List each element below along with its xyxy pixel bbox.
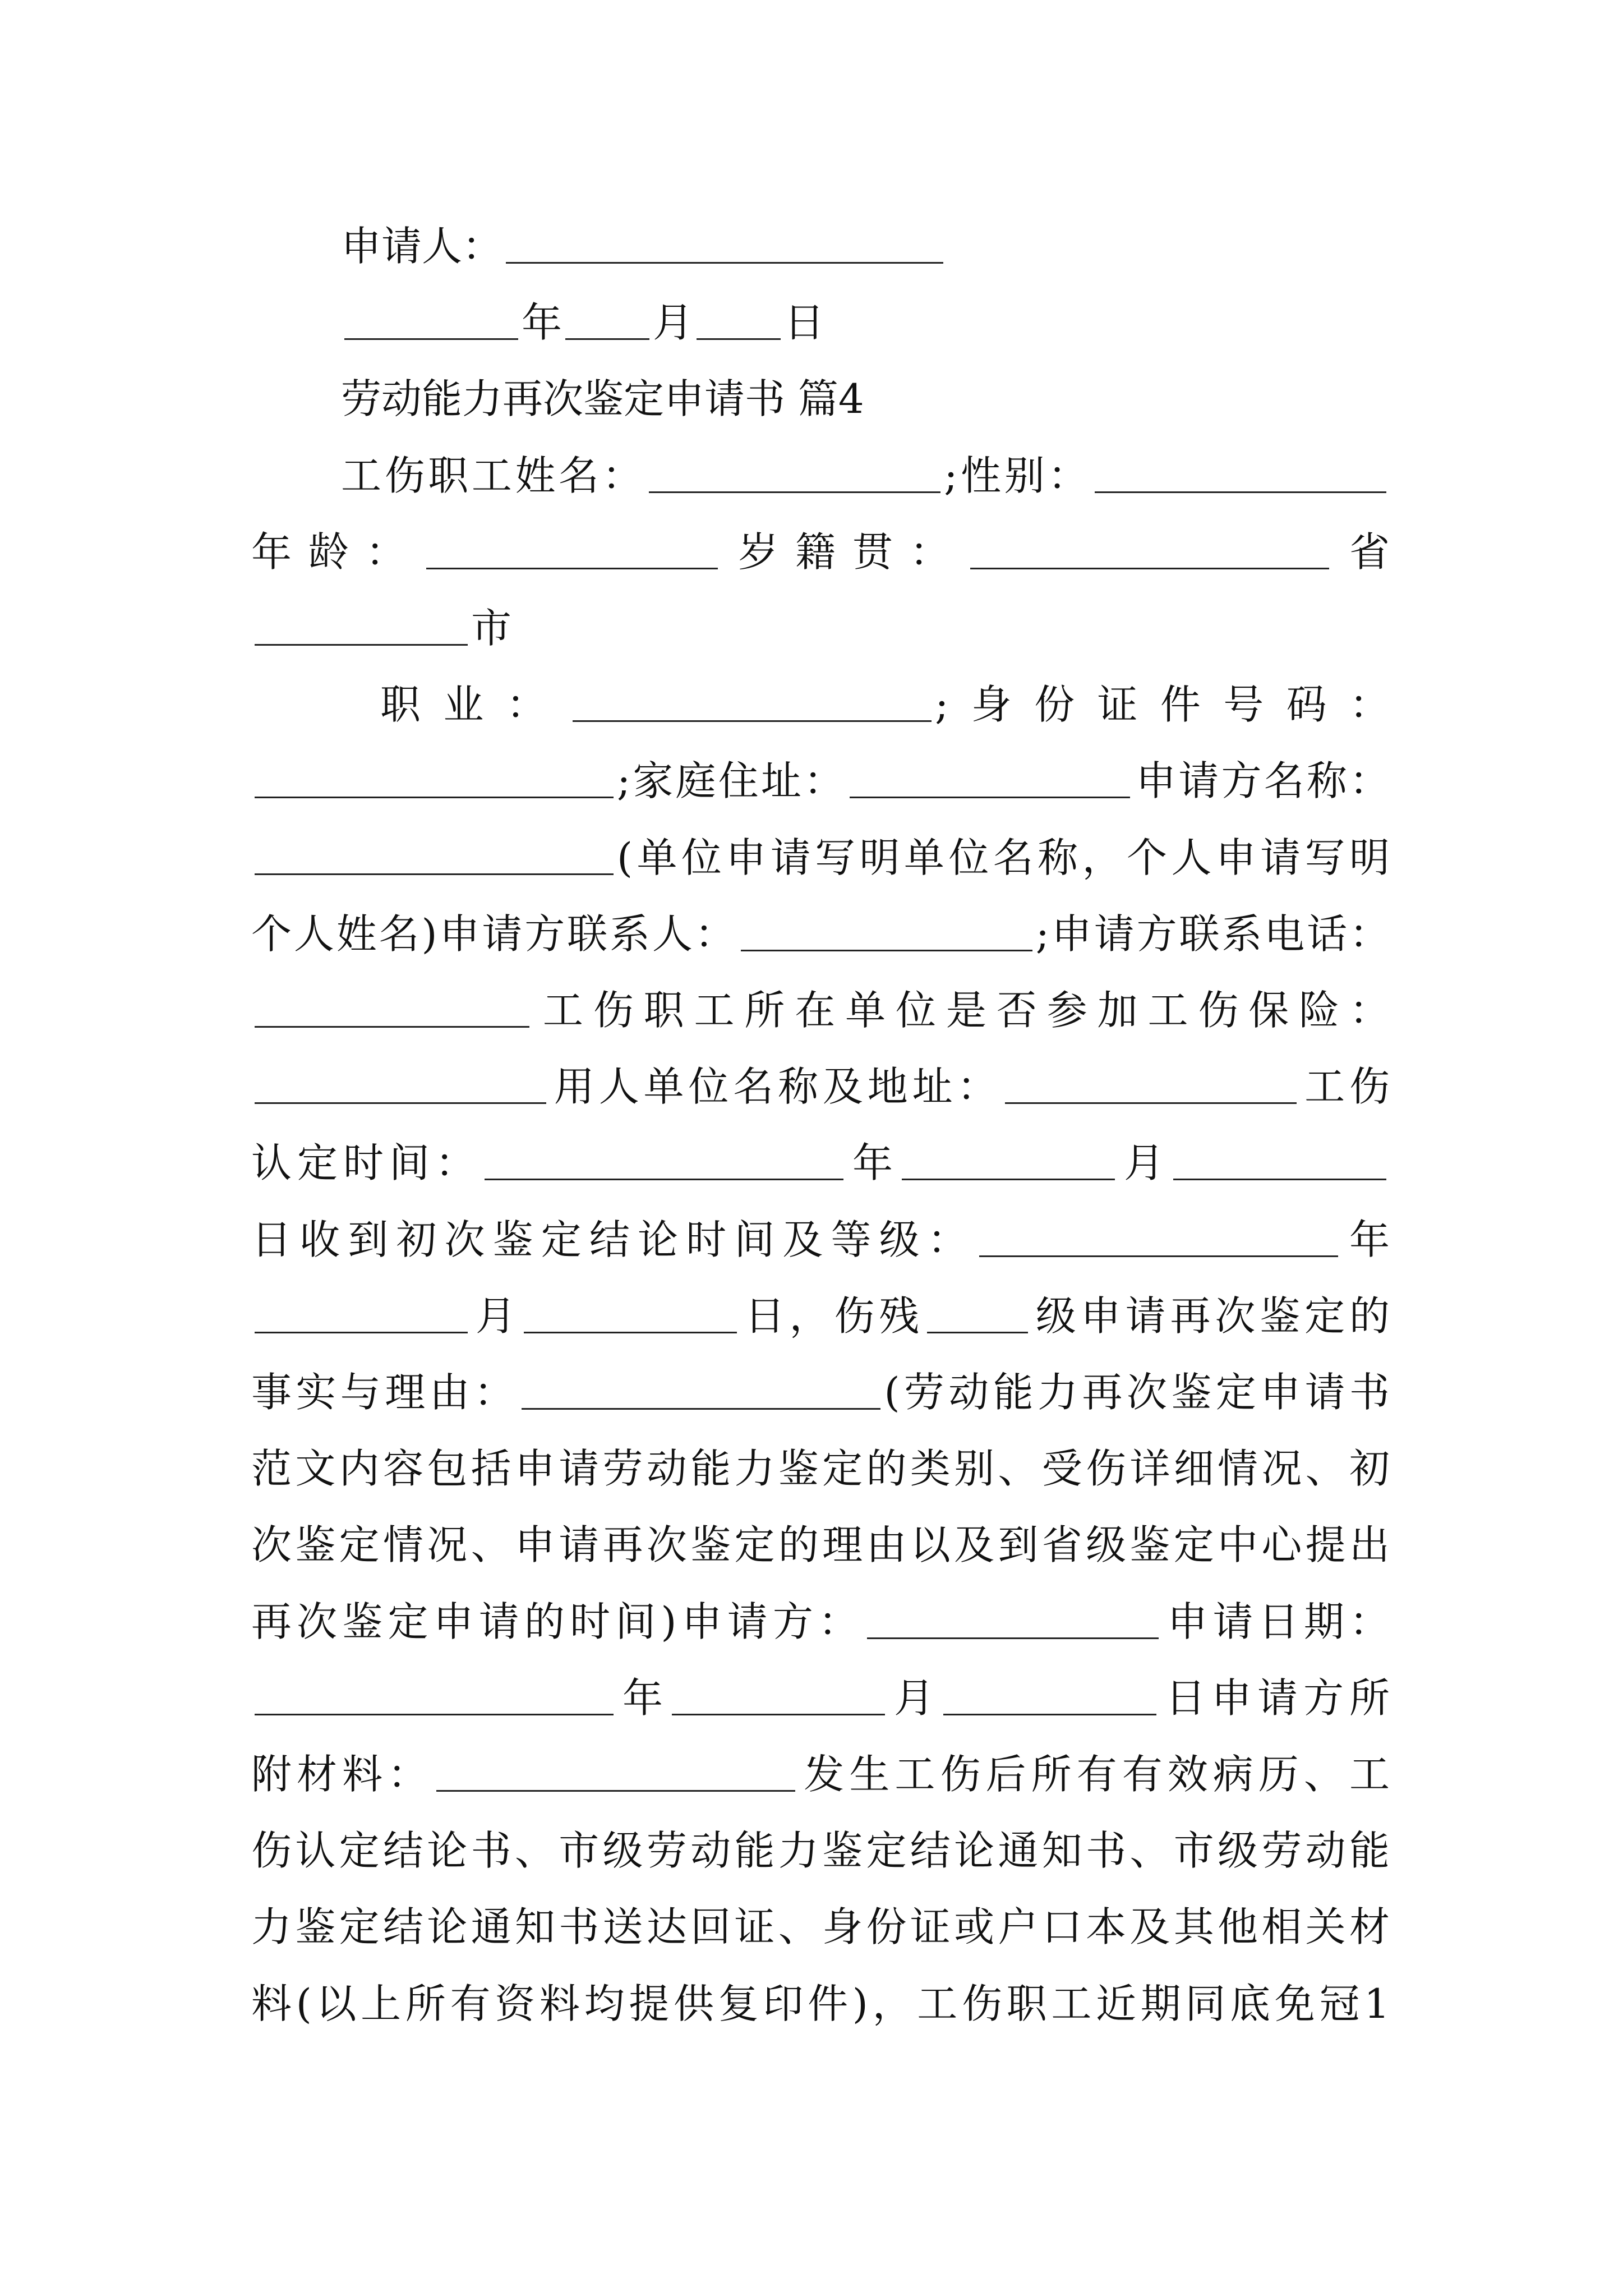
line-text: 职业：: [380, 681, 570, 728]
text-line: [251, 1277, 1390, 1355]
line-text: 次鉴定情况、申请再次鉴定的理由以及到省级鉴定中心提出: [251, 1521, 1390, 1568]
fill-in-blank[interactable]: [850, 796, 1130, 798]
line-text: 个人姓名)申请方联系人：: [251, 910, 737, 958]
fill-in-blank[interactable]: [255, 1713, 614, 1715]
fill-in-blank[interactable]: [255, 643, 468, 646]
line-text: 申请人：: [341, 223, 503, 270]
line-text: 月: [653, 299, 694, 346]
fill-in-blank[interactable]: [426, 567, 718, 569]
line-text: (单位申请写明单位名称，个人申请写明: [617, 834, 1390, 881]
fill-in-blank[interactable]: [927, 1331, 1028, 1333]
text-line: [251, 1506, 1390, 1584]
line-text: 申请方名称：: [1133, 757, 1390, 804]
text-line: [341, 208, 1390, 285]
fill-in-blank[interactable]: [522, 1407, 880, 1410]
fill-in-blank[interactable]: [255, 1331, 468, 1333]
fill-in-blank[interactable]: [565, 338, 649, 340]
line-text: ;家庭住址：: [617, 757, 847, 804]
line-text: ;身份证件号码：: [935, 681, 1390, 728]
text-line: [251, 1048, 1390, 1125]
text-line: [251, 1201, 1390, 1278]
fill-in-blank[interactable]: [255, 796, 614, 798]
line-text: 年: [846, 1139, 898, 1186]
line-text: 年: [1341, 1216, 1390, 1263]
text-line: [380, 666, 1390, 743]
line-text: ;性别：: [944, 452, 1091, 499]
fill-in-blank[interactable]: [573, 720, 932, 722]
line-text: 年: [617, 1674, 668, 1722]
text-line: [251, 819, 1390, 896]
text-line: [251, 1736, 1390, 1813]
text-line: [251, 1812, 1390, 1889]
fill-in-blank[interactable]: [672, 1713, 885, 1715]
line-text: 用人单位名称及地址：: [550, 1063, 1002, 1110]
line-text: 申请日期：: [1162, 1598, 1390, 1645]
line-text: 工伤职工所在单位是否参加工伤保险：: [533, 987, 1390, 1034]
fill-in-blank[interactable]: [485, 1178, 843, 1180]
fill-in-blank[interactable]: [943, 1713, 1156, 1715]
line-text: ;申请方联系电话：: [1035, 910, 1390, 958]
fill-in-blank[interactable]: [1095, 491, 1386, 493]
fill-in-blank[interactable]: [506, 261, 943, 264]
line-text: 认定时间：: [251, 1139, 481, 1186]
fill-in-blank[interactable]: [255, 873, 614, 875]
line-text: 范文内容包括申请劳动能力鉴定的类别、受伤详细情况、初: [251, 1445, 1390, 1492]
line-text: 年: [522, 299, 562, 346]
fill-in-blank[interactable]: [1173, 1178, 1386, 1180]
text-line: [341, 284, 1390, 361]
text-line: [251, 1354, 1390, 1431]
fill-in-blank[interactable]: [649, 491, 940, 493]
fill-in-blank[interactable]: [524, 1331, 737, 1333]
fill-in-blank[interactable]: [867, 1637, 1159, 1639]
line-text: 事实与理由：: [251, 1369, 519, 1416]
fill-in-blank[interactable]: [255, 1102, 546, 1104]
line-text: 月: [471, 1292, 520, 1340]
text-line: [251, 1659, 1390, 1737]
text-line: [251, 1965, 1390, 2042]
line-text: 附材料：: [251, 1751, 434, 1798]
fill-in-blank[interactable]: [979, 1255, 1338, 1257]
line-text: 月: [888, 1674, 940, 1722]
line-text: 日，伤残: [740, 1292, 924, 1340]
line-text: 日收到初次鉴定结论时间及等级：: [251, 1216, 976, 1263]
fill-in-blank[interactable]: [902, 1178, 1115, 1180]
line-text: 月: [1118, 1139, 1170, 1186]
line-text: (劳动能力再次鉴定申请书: [884, 1369, 1390, 1416]
line-text: 工伤: [1300, 1063, 1390, 1110]
line-text: 劳动能力再次鉴定申请书 篇4: [341, 375, 864, 422]
text-line: [251, 1583, 1390, 1660]
text-line: [251, 895, 1390, 973]
fill-in-blank[interactable]: [255, 1025, 529, 1028]
fill-in-blank[interactable]: [344, 338, 518, 340]
text-line: [341, 360, 1390, 438]
text-line: [251, 1124, 1390, 1202]
text-line: [251, 742, 1390, 820]
line-text: 料(以上所有资料均提供复印件)，工伤职工近期同底免冠1: [251, 1980, 1390, 2027]
text-line: [251, 590, 1390, 667]
text-line: [251, 972, 1390, 1049]
text-line: [341, 437, 1390, 514]
line-text: 伤认定结论书、市级劳动能力鉴定结论通知书、市级劳动能: [251, 1827, 1390, 1874]
line-text: 年龄：: [251, 528, 423, 576]
fill-in-blank[interactable]: [970, 567, 1329, 569]
fill-in-blank[interactable]: [436, 1789, 795, 1792]
line-text: 工伤职工姓名：: [341, 452, 646, 499]
fill-in-blank[interactable]: [1005, 1102, 1297, 1104]
line-text: 发生工伤后所有有效病历、工: [799, 1751, 1390, 1798]
fill-in-blank[interactable]: [741, 949, 1032, 951]
fill-in-blank[interactable]: [697, 338, 781, 340]
text-line: [251, 1430, 1390, 1507]
line-text: 日申请方所: [1160, 1674, 1390, 1722]
line-text: 市: [471, 605, 512, 652]
line-text: 再次鉴定申请的时间)申请方：: [251, 1598, 864, 1645]
text-line: [251, 1888, 1390, 1966]
line-text: 省: [1332, 528, 1390, 576]
line-text: 力鉴定结论通知书送达回证、身份证或户口本及其他相关材: [251, 1903, 1390, 1950]
line-text: 级申请再次鉴定的: [1031, 1292, 1390, 1340]
text-line: [251, 513, 1390, 591]
line-text: 日: [784, 299, 825, 346]
line-text: 岁籍贯：: [721, 528, 967, 576]
